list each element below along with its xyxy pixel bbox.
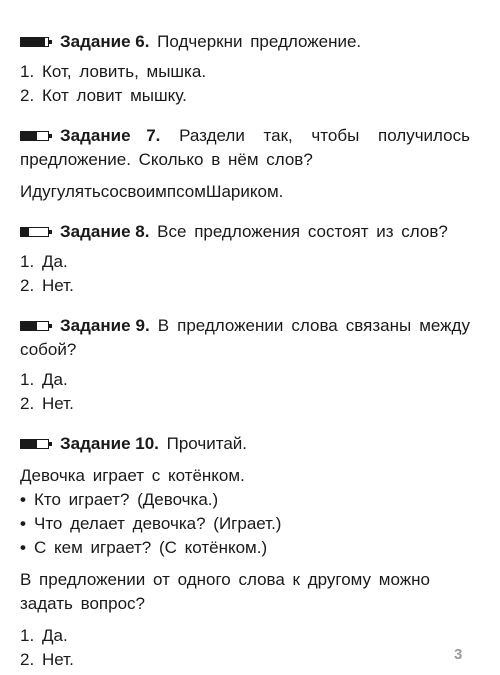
- task-6-heading: [20, 30, 470, 54]
- task-10-bullet-2: [20, 512, 470, 536]
- task-10-option-2[interactable]: [20, 648, 470, 672]
- task-10-options: [20, 624, 470, 672]
- option-text: Да.: [42, 252, 68, 271]
- option-number: 2.: [20, 86, 35, 105]
- bullet-text: С кем играет? (С котёнком.): [34, 538, 268, 557]
- task-8: [20, 220, 470, 298]
- task-8-prompt: Все предложения состоят из слов?: [157, 222, 448, 241]
- option-text: Нет.: [42, 394, 74, 413]
- bullet-marker: •: [20, 538, 26, 557]
- task-9-heading: [20, 314, 470, 362]
- task-10-bullet-1: [20, 488, 470, 512]
- task-6: [20, 30, 470, 108]
- task-10-bullets: [20, 488, 470, 560]
- task-9-label: Задание 9.: [60, 316, 150, 335]
- option-text: Да.: [42, 626, 68, 645]
- task-6-option-2[interactable]: [20, 84, 470, 108]
- difficulty-icon: [20, 321, 54, 331]
- bullet-marker: •: [20, 490, 26, 509]
- bullet-text: Что делает девочка? (Играет.): [34, 514, 282, 533]
- task-6-options: [20, 60, 470, 108]
- option-text: Нет.: [42, 276, 74, 295]
- task-9-prompt: В предложении слова связаны между собой?: [20, 316, 470, 359]
- difficulty-icon: [20, 37, 54, 47]
- task-10-option-1[interactable]: [20, 624, 470, 648]
- task-9: [20, 314, 470, 416]
- difficulty-icon: [20, 131, 54, 141]
- task-8-label: Задание 8.: [60, 222, 150, 241]
- option-number: 1.: [20, 370, 35, 389]
- task-6-option-1[interactable]: [20, 60, 470, 84]
- difficulty-icon: [20, 439, 54, 449]
- option-number: 2.: [20, 276, 35, 295]
- task-9-option-1[interactable]: [20, 368, 470, 392]
- task-10-label: Задание 10.: [60, 434, 159, 453]
- option-number: 1.: [20, 62, 35, 81]
- option-text: Кот ловит мышку.: [42, 86, 187, 105]
- task-9-options: [20, 368, 470, 416]
- option-number: 2.: [20, 394, 35, 413]
- task-10-prompt: Прочитай.: [166, 434, 248, 453]
- difficulty-icon: [20, 227, 54, 237]
- task-10-text: Девочка играет с котёнком.: [20, 466, 245, 485]
- task-7-text: ИдугулятьсосвоимпсомШариком.: [20, 182, 284, 201]
- option-text: Да.: [42, 370, 68, 389]
- task-9-option-2[interactable]: [20, 392, 470, 416]
- task-7-heading: [20, 124, 470, 172]
- option-number: 2.: [20, 650, 35, 669]
- bullet-marker: •: [20, 514, 26, 533]
- option-number: 1.: [20, 252, 35, 271]
- option-text: Нет.: [42, 650, 74, 669]
- task-10-bullet-3: [20, 536, 470, 560]
- task-6-label: Задание 6.: [60, 32, 150, 51]
- task-10: [20, 432, 470, 672]
- task-8-option-2[interactable]: [20, 274, 470, 298]
- task-7-prompt: Раздели так, чтобы получилось предложение. Сколько в нём слов?: [20, 126, 470, 169]
- task-7: [20, 124, 470, 204]
- worksheet-page: [20, 30, 470, 672]
- option-text: Кот, ловить, мышка.: [42, 62, 207, 81]
- task-8-options: [20, 250, 470, 298]
- task-10-question: В предложении от одного слова к другому можно задать вопрос?: [20, 570, 430, 613]
- task-8-heading: [20, 220, 470, 244]
- task-6-prompt: Подчеркни предложение.: [157, 32, 362, 51]
- bullet-text: Кто играет? (Девочка.): [34, 490, 219, 509]
- task-10-heading: [20, 432, 470, 456]
- task-8-option-1[interactable]: [20, 250, 470, 274]
- task-7-label: Задание 7.: [60, 126, 161, 145]
- page-number: 3: [454, 646, 463, 663]
- option-number: 1.: [20, 626, 35, 645]
